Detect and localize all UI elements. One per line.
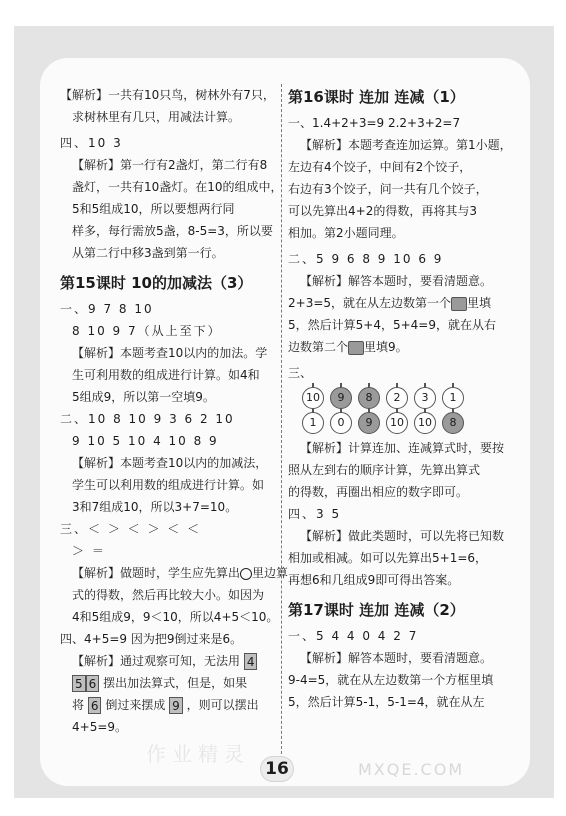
- answer-line: ＞ ＝: [72, 544, 106, 558]
- text-part: 【解析】做题时，学生应先算出: [72, 566, 241, 580]
- text-line: [60, 562, 289, 584]
- watermark-site: MXQE.COM: [358, 760, 465, 779]
- apple-row: [302, 412, 518, 434]
- text-line: [288, 292, 518, 314]
- text-line: 学生可以利用数的组成进行计算。如: [72, 478, 265, 492]
- text-part: 将: [72, 698, 85, 712]
- text-line: [60, 694, 280, 716]
- apple-number: 0: [330, 412, 352, 434]
- text-line: 3和7组成10，所以3+7=10。: [72, 500, 238, 514]
- text-line: 求树林里有几只，用减法计算。: [72, 110, 241, 124]
- apple-number: 10: [386, 412, 408, 434]
- text-part: 里边算: [252, 566, 289, 580]
- text-line: 【解析】本题考查10以内的加法。学: [72, 346, 268, 360]
- text-line: 式的得数，然后再比较大小。如因为: [72, 588, 265, 602]
- text-line: 左边有4个饺子，中间有2个饺子，: [288, 160, 472, 174]
- text-line: 4和5组成9，9＜10，所以4+5＜10。: [72, 610, 279, 624]
- answer-line: 三、＜ ＞ ＜ ＞ ＜ ＜: [60, 522, 202, 536]
- apple-number: 9: [330, 387, 352, 409]
- text-part: 边数第二个: [288, 340, 349, 354]
- number-card: 6: [86, 675, 100, 692]
- text-line: 可以先算出4+2的得数，再将其与3: [288, 204, 477, 218]
- text-part: ，则可以摆出: [186, 698, 259, 712]
- text-line: 4+5=9。: [72, 720, 128, 734]
- text-line: 5，然后计算5-1，5-1=4，就在从左: [288, 695, 485, 709]
- text-line: 右边有3个饺子，问一共有几个饺子，: [288, 182, 488, 196]
- text-line: 【解析】一共有10只鸟，树林外有7只，: [60, 88, 275, 102]
- text-line: 【解析】本题考查10以内的加减法，: [72, 456, 268, 470]
- answer-line: 四、10 3: [60, 136, 123, 150]
- text-line: 【解析】解答本题时，要看清题意。: [300, 274, 493, 288]
- text-part: 里填9。: [364, 340, 408, 354]
- answer-line: 三、: [288, 366, 313, 380]
- text-part: 【解析】通过观察可知，无法用: [72, 654, 241, 668]
- text-line: [60, 650, 280, 672]
- left-column: [60, 84, 289, 738]
- number-card: 5: [72, 675, 86, 692]
- text-line: 【解析】计算连加、连减算式时，要按: [300, 441, 505, 455]
- number-card: 6: [88, 697, 102, 714]
- text-line: 生可利用数的组成进行计算。如4和: [72, 368, 260, 382]
- apple-number: 1: [442, 387, 464, 409]
- lesson-heading: 第17课时 连加 连减（2）: [288, 601, 465, 619]
- answer-line: 一、1.4+2+3=9 2.2+3+2=7: [288, 116, 461, 130]
- text-line: 盏灯，一共有10盏灯。在10的组成中，: [72, 180, 283, 194]
- answer-line: 四、4+5=9 因为把9倒过来是6。: [60, 632, 243, 646]
- text-line: 5组成9，所以第一空填9。: [72, 390, 215, 404]
- text-line: 【解析】做此类题时，可以先将已知数: [300, 529, 505, 543]
- text-line: 相加。第2小题同理。: [288, 226, 404, 240]
- circle-icon: [240, 568, 252, 580]
- text-line: 【解析】第一行有2盏灯，第二行有8: [72, 158, 268, 172]
- answer-line: 9 10 5 10 4 10 8 9: [72, 434, 219, 448]
- answer-line: 四、3 5: [288, 507, 342, 521]
- apple-number: 8: [358, 387, 380, 409]
- apple-row: [302, 387, 518, 409]
- text-line: 9-4=5，就在从左边数第一个方框里填: [288, 673, 494, 687]
- page-number: 16: [260, 756, 294, 782]
- text-part: 里填: [467, 296, 492, 310]
- text-line: 的得数，再圈出相应的数字即可。: [288, 485, 469, 499]
- text-line: 从第二行中移3盏到第一行。: [72, 246, 224, 260]
- answer-line: 一、5 4 4 0 4 2 7: [288, 629, 419, 643]
- apple-number: 8: [442, 412, 464, 434]
- text-line: 5和5组成10，所以要想两行同: [72, 202, 235, 216]
- number-card: 4: [244, 653, 258, 670]
- text-line: 【解析】解答本题时，要看清题意。: [300, 651, 493, 665]
- text-part: 2+3=5，就在从左边数第一个: [288, 296, 452, 310]
- apple-number: 10: [414, 412, 436, 434]
- lesson-heading: 第15课时 10的加减法（3）: [60, 274, 253, 292]
- text-line: [288, 336, 518, 358]
- number-card: 9: [169, 697, 183, 714]
- watermark: 作业精灵: [146, 742, 250, 766]
- square-icon: [348, 341, 364, 355]
- answer-line: 二、10 8 10 9 3 6 2 10: [60, 412, 235, 426]
- text-line: 再想6和几组成9即可得出答案。: [288, 573, 460, 587]
- text-line: 照从左到右的顺序计算，先算出算式: [288, 463, 481, 477]
- right-column: [288, 84, 518, 713]
- text-part: 倒过来摆成: [105, 698, 166, 712]
- answer-line: 二、5 9 6 8 9 10 6 9: [288, 252, 444, 266]
- apple-number: 9: [358, 412, 380, 434]
- text-part: 摆出加法算式，但是，如果: [103, 676, 248, 690]
- lesson-heading: 第16课时 连加 连减（1）: [288, 88, 465, 106]
- text-line: 【解析】本题考查连加运算。第1小题，: [300, 138, 512, 152]
- apple-number: 10: [302, 387, 324, 409]
- answer-line: 一、9 7 8 10: [60, 302, 154, 316]
- answer-line: 8 10 9 7（从上至下）: [72, 324, 222, 338]
- text-line: 5，然后计算5+4，5+4=9，就在从右: [288, 318, 496, 332]
- text-line: [60, 672, 280, 694]
- apple-number: 1: [302, 412, 324, 434]
- apple-number: 2: [386, 387, 408, 409]
- text-line: 样多，每行需放5盏，8-5=3，所以要: [72, 224, 273, 238]
- square-icon: [451, 297, 467, 311]
- text-line: 相加或相减。如可以先算出5+1=6，: [288, 551, 488, 565]
- apple-number: 3: [414, 387, 436, 409]
